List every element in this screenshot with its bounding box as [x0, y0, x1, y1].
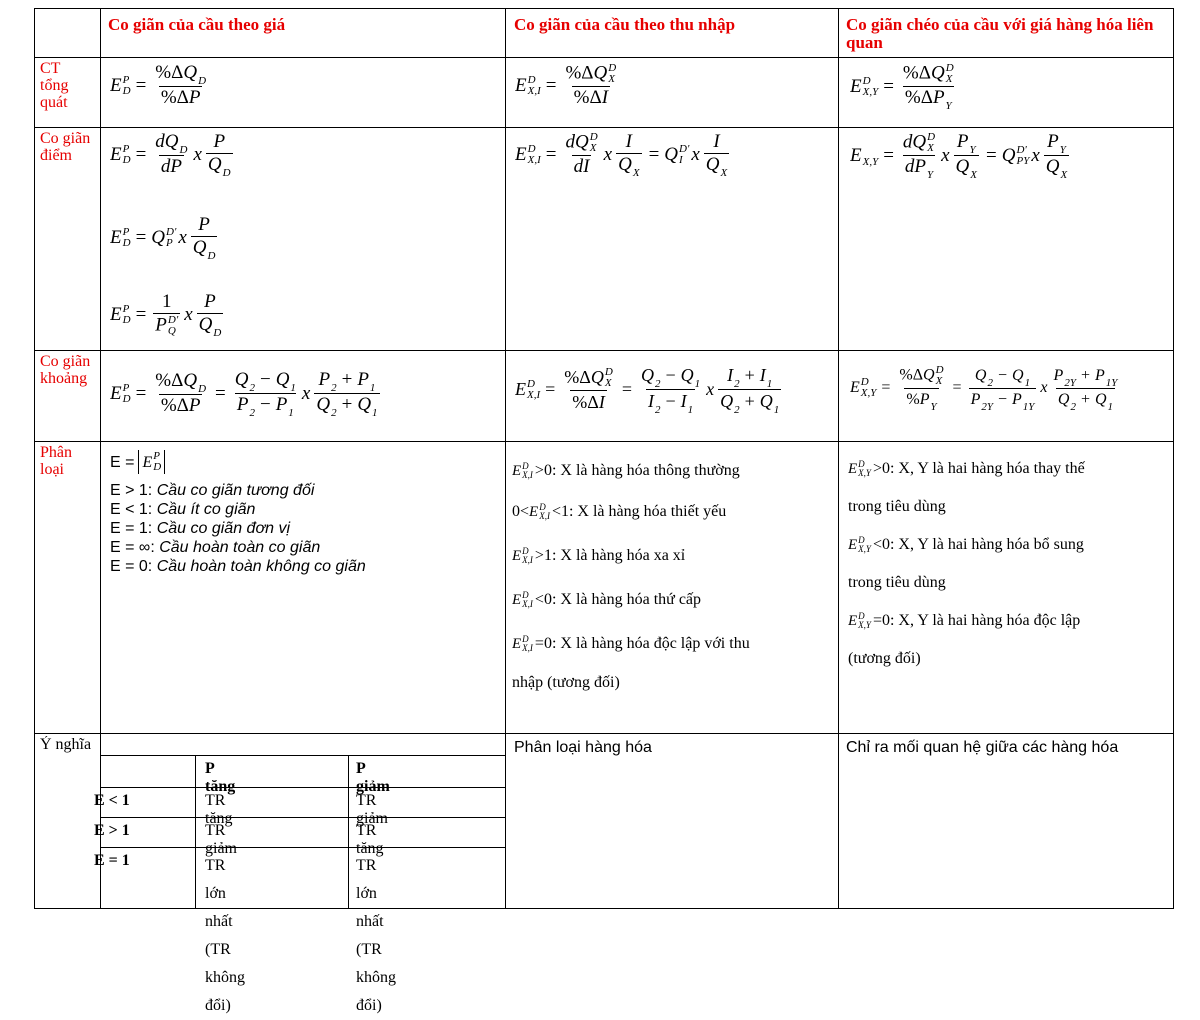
row-divider-4 — [34, 441, 1174, 442]
formula-arc-price: E P D = $\%\Delta Q_D$ %ΔP = $\frac{Q_2 - Q_1}{P_2 - P_1}$ x $P_2 + P_1$ $Q_2 + Q_1$ — [110, 370, 378, 417]
classify-price-item — [110, 538, 500, 557]
cond: E = ∞: — [110, 539, 155, 556]
meaning-row-down: TR tăng — [356, 822, 384, 857]
meaning-row-up — [205, 852, 245, 1020]
meaning-row-down: TR giảm — [356, 792, 388, 827]
classify-price-item — [110, 519, 500, 538]
formula-point-price-1: E P D = $dQ_D$ dP x P $Q_D$ — [110, 132, 231, 177]
classify-price-item — [110, 557, 500, 576]
border-top — [34, 8, 1174, 9]
formula-general-price: E P D = $\%\Delta Q_D$ %ΔP — [110, 63, 207, 108]
cond: <0: — [872, 536, 895, 553]
row-divider-1 — [34, 57, 1174, 58]
classify-income-item: 0< E D X,I <1: X là hàng hóa thiết yếu — [512, 502, 727, 521]
cond: >0: — [534, 462, 557, 479]
prefix: 0< — [512, 503, 530, 520]
desc: X, Y là hai hàng hóa độc lập — [898, 612, 1081, 629]
formula-arc-cross: E D X,Y = %ΔQ D X $\%P_Y$ = $\frac{Q_2 - Q_1}{P_{2Y} - P_{1Y}}$ x $P_{2Y} + P_{1Y}$ $Q_2 + Q_1$ — [850, 365, 1118, 411]
border-right — [1173, 8, 1174, 909]
formula-point-cross: E X,Y = dQ D X $dP_Y$ x $\frac{P_Y}{Q_X}$ = Q D' PY x $P_Y$ $Q_X$ — [850, 132, 1068, 179]
desc: X là hàng hóa xa xỉ — [560, 547, 686, 564]
desc: Cầu co giãn đơn vị — [156, 520, 291, 537]
meaning-row-e: E > 1 — [94, 822, 130, 839]
desc: Cầu hoàn toàn co giãn — [159, 539, 321, 556]
border-left — [34, 8, 35, 909]
meaning-row-up: TR tăng — [205, 792, 233, 827]
header-price: Co giãn của cầu theo giá — [108, 16, 286, 34]
inner-line-3 — [100, 817, 505, 818]
row-divider-5 — [34, 733, 1174, 734]
desc: Cầu hoàn toàn không co giãn — [156, 558, 366, 575]
classify-cross-item: E D X,Y <0: X, Y là hai hàng hóa bổ sung — [848, 535, 1084, 554]
row-divider-3 — [34, 350, 1174, 351]
meaning-row-down-line2: (TR không đổi) — [356, 941, 396, 1014]
classify-income-continued: nhập (tương đối) — [512, 674, 620, 691]
meaning-row-down-line1: TR lớn nhất — [356, 857, 384, 930]
meaning-row-down — [356, 852, 396, 1020]
row-label-arc: Co giãn khoảng — [40, 353, 91, 387]
desc: X là hàng hóa thiết yếu — [577, 503, 727, 520]
formula-general-income: E D X,I = %ΔQ D X %ΔI — [515, 63, 617, 108]
cond: >0: — [872, 460, 895, 477]
col-divider-1 — [100, 8, 101, 909]
meaning-row-e: E = 1 — [94, 852, 130, 869]
classify-income — [512, 452, 834, 700]
row-label-meaning: Ý nghĩa — [40, 736, 92, 753]
classify-price-def: E = E P D — [110, 447, 500, 477]
meaning-income: Phân loại hàng hóa — [514, 739, 652, 756]
classify-price-def-label: E = — [110, 453, 135, 471]
inner-line-2 — [100, 787, 505, 788]
cond: E > 1: — [110, 482, 153, 499]
classify-income-item: E D X,I =0: X là hàng hóa độc lập với thu — [512, 634, 750, 653]
formula-point-price-3: E P D = 1 P D' Q x P $Q_D$ — [110, 292, 222, 337]
classify-price — [110, 447, 500, 576]
classify-income-item: E D X,I >1: X là hàng hóa xa xỉ — [512, 546, 686, 565]
desc: X là hàng hóa thông thường — [560, 462, 740, 479]
cond: E = 1: — [110, 520, 153, 537]
desc: X là hàng hóa độc lập với thu — [560, 635, 750, 652]
meaning-row-up-line2: (TR không đổi) — [205, 941, 245, 1014]
classify-cross-item-cont: trong tiêu dùng — [848, 498, 946, 515]
cond: =0: — [534, 635, 557, 652]
classify-price-item — [110, 500, 500, 519]
classify-price-list — [110, 481, 500, 576]
inner-line-4 — [100, 847, 505, 848]
classify-cross-item: E D X,Y >0: X, Y là hai hàng hóa thay thế — [848, 459, 1085, 478]
cond: =0: — [872, 612, 895, 629]
row-divider-2 — [34, 127, 1174, 128]
meaning-row-up: TR giảm — [205, 822, 237, 857]
meaning-cross: Chỉ ra mối quan hệ giữa các hàng hóa — [846, 739, 1119, 756]
cond: <1: — [551, 503, 574, 520]
row-label-point: Co giãn điểm — [40, 130, 91, 164]
inner-vline-2 — [348, 756, 349, 908]
classify-cross — [848, 450, 1168, 678]
classify-cross-item: E D X,Y =0: X, Y là hai hàng hóa độc lập — [848, 611, 1081, 630]
row-label-classify: Phân loại — [40, 444, 72, 478]
meaning-row-e: E < 1 — [94, 792, 130, 809]
classify-income-item: E D X,I >0: X là hàng hóa thông thường — [512, 461, 740, 480]
formula-arc-income: E D X,I = %ΔQ D X %ΔI = $\frac{Q_2 - Q_1}{I_2 - I_1}$ x $I_2 + I_1$ $Q_2 + Q_1$ — [515, 365, 780, 414]
classify-price-item — [110, 481, 500, 500]
inner-vline-1 — [195, 756, 196, 908]
desc: X, Y là hai hàng hóa thay thế — [898, 460, 1085, 477]
classify-income-item: E D X,I <0: X là hàng hóa thứ cấp — [512, 590, 702, 609]
cond: >1: — [534, 547, 557, 564]
inner-line-1 — [100, 755, 505, 756]
desc: X, Y là hai hàng hóa bổ sung — [898, 536, 1084, 553]
row-label-general: CT tổng quát — [40, 60, 69, 111]
formula-point-income: E D X,I = dQ D X dI x $\frac{I}{Q_X}$ = Q D' I x I $Q_X$ — [515, 132, 728, 177]
col-divider-3 — [838, 8, 839, 909]
cond: E = 0: — [110, 558, 153, 575]
desc: Cầu co giãn tương đối — [156, 482, 315, 499]
classify-cross-item-cont: trong tiêu dùng — [848, 574, 946, 591]
meaning-header-up: P tăng — [205, 760, 236, 795]
cond: E < 1: — [110, 501, 153, 518]
formula-point-price-2: E P D = Q D' P x P $Q_D$ — [110, 215, 216, 260]
meaning-row-up-line1: TR lớn nhất — [205, 857, 233, 930]
cond: <0: — [534, 591, 557, 608]
col-divider-2 — [505, 8, 506, 909]
desc: Cầu ít co giãn — [156, 501, 256, 518]
classify-cross-item-cont: (tương đối) — [848, 650, 921, 667]
header-cross: Co giãn chéo của cầu với giá hàng hóa liên quan — [846, 16, 1154, 52]
desc: X là hàng hóa thứ cấp — [560, 591, 702, 608]
meaning-header-down: P giảm — [356, 760, 390, 795]
formula-general-cross: E D X,Y = %ΔQ D X $\%\Delta P_Y$ — [850, 63, 954, 110]
header-income: Co giãn của cầu theo thu nhập — [514, 16, 736, 34]
